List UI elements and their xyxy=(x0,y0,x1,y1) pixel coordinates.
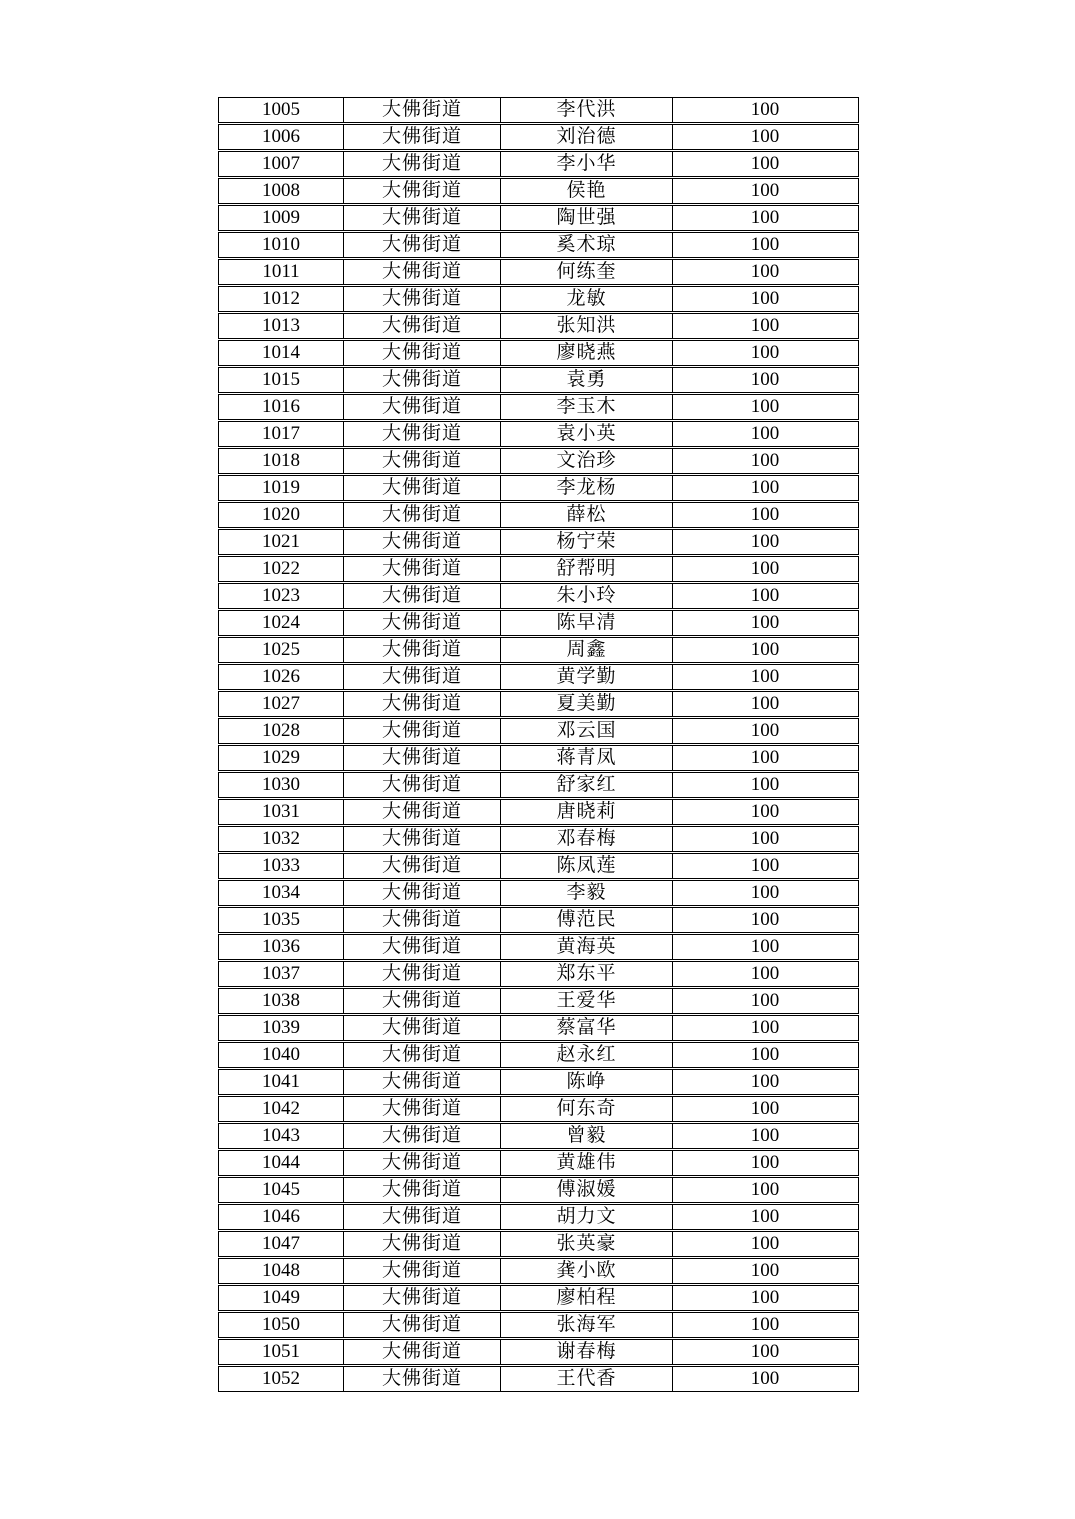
score-cell: 100 xyxy=(672,449,857,473)
id-cell: 1006 xyxy=(262,126,300,147)
score-cell: 100 xyxy=(672,368,857,392)
name-cell: 蒋青凤 xyxy=(500,746,672,770)
street-cell: 大佛街道 xyxy=(343,746,500,770)
data-table xyxy=(218,97,859,1393)
street-cell: 大佛街道 xyxy=(343,800,500,824)
name-cell: 舒帮明 xyxy=(500,557,672,581)
street-cell: 大佛街道 xyxy=(343,125,500,149)
street-cell: 大佛街道 xyxy=(343,341,500,365)
name-cell: 刘治德 xyxy=(500,125,672,149)
id-cell: 1052 xyxy=(262,1368,300,1389)
name-cell: 龚小欧 xyxy=(500,1259,672,1283)
id-cell: 1026 xyxy=(262,666,300,687)
id-cell: 1051 xyxy=(262,1341,300,1362)
id-cell: 1024 xyxy=(262,612,300,633)
score-cell: 100 xyxy=(672,341,857,365)
table-row xyxy=(218,664,859,690)
table-row xyxy=(218,529,859,555)
street-cell: 大佛街道 xyxy=(343,1124,500,1148)
table-row xyxy=(218,232,859,258)
name-cell: 王代香 xyxy=(500,1367,672,1391)
name-cell: 胡力文 xyxy=(500,1205,672,1229)
table-row xyxy=(218,259,859,285)
street-cell: 大佛街道 xyxy=(343,98,500,122)
street-cell: 大佛街道 xyxy=(343,503,500,527)
id-cell: 1046 xyxy=(262,1206,300,1227)
score-cell: 100 xyxy=(672,260,857,284)
id-cell: 1005 xyxy=(262,99,300,120)
table-row xyxy=(218,502,859,528)
street-cell: 大佛街道 xyxy=(343,611,500,635)
id-cell: 1048 xyxy=(262,1260,300,1281)
name-cell: 黄学勤 xyxy=(500,665,672,689)
id-cell: 1029 xyxy=(262,747,300,768)
id-cell: 1037 xyxy=(262,963,300,984)
name-cell: 曾毅 xyxy=(500,1124,672,1148)
street-cell: 大佛街道 xyxy=(343,152,500,176)
table-row xyxy=(218,1204,859,1230)
score-cell: 100 xyxy=(672,1124,857,1148)
score-cell: 100 xyxy=(672,800,857,824)
name-cell: 奚术琼 xyxy=(500,233,672,257)
score-cell: 100 xyxy=(672,1259,857,1283)
table-row xyxy=(218,1123,859,1149)
street-cell: 大佛街道 xyxy=(343,395,500,419)
name-cell: 陶世强 xyxy=(500,206,672,230)
score-cell: 100 xyxy=(672,287,857,311)
street-cell: 大佛街道 xyxy=(343,1205,500,1229)
score-cell: 100 xyxy=(672,1205,857,1229)
street-cell: 大佛街道 xyxy=(343,1259,500,1283)
table-row xyxy=(218,610,859,636)
name-cell: 李小华 xyxy=(500,152,672,176)
score-cell: 100 xyxy=(672,395,857,419)
street-cell: 大佛街道 xyxy=(343,368,500,392)
score-cell: 100 xyxy=(672,1286,857,1310)
table-row xyxy=(218,421,859,447)
id-cell: 1028 xyxy=(262,720,300,741)
name-cell: 朱小玲 xyxy=(500,584,672,608)
table-row xyxy=(218,151,859,177)
name-cell: 傅淑媛 xyxy=(500,1178,672,1202)
score-cell: 100 xyxy=(672,125,857,149)
table-row xyxy=(218,367,859,393)
id-cell: 1010 xyxy=(262,234,300,255)
street-cell: 大佛街道 xyxy=(343,1313,500,1337)
score-cell: 100 xyxy=(672,1097,857,1121)
name-cell: 蔡富华 xyxy=(500,1016,672,1040)
id-cell: 1041 xyxy=(262,1071,300,1092)
street-cell: 大佛街道 xyxy=(343,692,500,716)
table-row xyxy=(218,1042,859,1068)
table-row xyxy=(218,961,859,987)
table-row xyxy=(218,637,859,663)
name-cell: 王爱华 xyxy=(500,989,672,1013)
street-cell: 大佛街道 xyxy=(343,638,500,662)
street-cell: 大佛街道 xyxy=(343,287,500,311)
score-cell: 100 xyxy=(672,1232,857,1256)
score-cell: 100 xyxy=(672,557,857,581)
name-cell: 陈峥 xyxy=(500,1070,672,1094)
score-cell: 100 xyxy=(672,179,857,203)
score-cell: 100 xyxy=(672,1178,857,1202)
name-cell: 赵永红 xyxy=(500,1043,672,1067)
street-cell: 大佛街道 xyxy=(343,1151,500,1175)
name-cell: 郑东平 xyxy=(500,962,672,986)
name-cell: 陈早清 xyxy=(500,611,672,635)
id-cell: 1049 xyxy=(262,1287,300,1308)
id-cell: 1008 xyxy=(262,180,300,201)
id-cell: 1031 xyxy=(262,801,300,822)
score-cell: 100 xyxy=(672,476,857,500)
id-cell: 1045 xyxy=(262,1179,300,1200)
id-cell: 1033 xyxy=(262,855,300,876)
id-cell: 1038 xyxy=(262,990,300,1011)
street-cell: 大佛街道 xyxy=(343,962,500,986)
street-cell: 大佛街道 xyxy=(343,854,500,878)
name-cell: 陈凤莲 xyxy=(500,854,672,878)
score-cell: 100 xyxy=(672,233,857,257)
table-row xyxy=(218,799,859,825)
street-cell: 大佛街道 xyxy=(343,530,500,554)
id-cell: 1016 xyxy=(262,396,300,417)
table-row xyxy=(218,934,859,960)
name-cell: 舒家红 xyxy=(500,773,672,797)
table-row xyxy=(218,178,859,204)
table-row xyxy=(218,340,859,366)
id-cell: 1014 xyxy=(262,342,300,363)
name-cell: 邓春梅 xyxy=(500,827,672,851)
score-cell: 100 xyxy=(672,152,857,176)
street-cell: 大佛街道 xyxy=(343,1016,500,1040)
street-cell: 大佛街道 xyxy=(343,314,500,338)
street-cell: 大佛街道 xyxy=(343,557,500,581)
street-cell: 大佛街道 xyxy=(343,1043,500,1067)
id-cell: 1022 xyxy=(262,558,300,579)
score-cell: 100 xyxy=(672,98,857,122)
table-row xyxy=(218,394,859,420)
score-cell: 100 xyxy=(672,1016,857,1040)
table-row xyxy=(218,448,859,474)
id-cell: 1030 xyxy=(262,774,300,795)
name-cell: 李玉木 xyxy=(500,395,672,419)
street-cell: 大佛街道 xyxy=(343,1340,500,1364)
name-cell: 唐晓莉 xyxy=(500,800,672,824)
table-row xyxy=(218,1312,859,1338)
score-cell: 100 xyxy=(672,503,857,527)
id-cell: 1015 xyxy=(262,369,300,390)
id-cell: 1023 xyxy=(262,585,300,606)
id-cell: 1018 xyxy=(262,450,300,471)
table-row xyxy=(218,1339,859,1365)
name-cell: 文治珍 xyxy=(500,449,672,473)
score-cell: 100 xyxy=(672,773,857,797)
table-row xyxy=(218,1231,859,1257)
id-cell: 1036 xyxy=(262,936,300,957)
table-row xyxy=(218,475,859,501)
id-cell: 1021 xyxy=(262,531,300,552)
street-cell: 大佛街道 xyxy=(343,1070,500,1094)
table-row xyxy=(218,880,859,906)
table-row xyxy=(218,286,859,312)
street-cell: 大佛街道 xyxy=(343,1178,500,1202)
table-row xyxy=(218,1258,859,1284)
street-cell: 大佛街道 xyxy=(343,476,500,500)
street-cell: 大佛街道 xyxy=(343,1232,500,1256)
table-row xyxy=(218,1150,859,1176)
table-row xyxy=(218,718,859,744)
name-cell: 廖柏程 xyxy=(500,1286,672,1310)
table-row xyxy=(218,1285,859,1311)
score-cell: 100 xyxy=(672,1043,857,1067)
name-cell: 李代洪 xyxy=(500,98,672,122)
name-cell: 黄海英 xyxy=(500,935,672,959)
name-cell: 傅范民 xyxy=(500,908,672,932)
score-cell: 100 xyxy=(672,665,857,689)
name-cell: 李毅 xyxy=(500,881,672,905)
street-cell: 大佛街道 xyxy=(343,233,500,257)
name-cell: 黄雄伟 xyxy=(500,1151,672,1175)
score-cell: 100 xyxy=(672,935,857,959)
table-row xyxy=(218,1096,859,1122)
id-cell: 1009 xyxy=(262,207,300,228)
score-cell: 100 xyxy=(672,638,857,662)
score-cell: 100 xyxy=(672,206,857,230)
name-cell: 袁勇 xyxy=(500,368,672,392)
id-cell: 1011 xyxy=(262,261,300,282)
street-cell: 大佛街道 xyxy=(343,935,500,959)
score-cell: 100 xyxy=(672,530,857,554)
name-cell: 谢春梅 xyxy=(500,1340,672,1364)
name-cell: 袁小英 xyxy=(500,422,672,446)
score-cell: 100 xyxy=(672,611,857,635)
id-cell: 1035 xyxy=(262,909,300,930)
id-cell: 1047 xyxy=(262,1233,300,1254)
table-row xyxy=(218,1015,859,1041)
street-cell: 大佛街道 xyxy=(343,989,500,1013)
table-row xyxy=(218,313,859,339)
score-cell: 100 xyxy=(672,314,857,338)
score-cell: 100 xyxy=(672,908,857,932)
name-cell: 张知洪 xyxy=(500,314,672,338)
table-row xyxy=(218,97,859,123)
id-cell: 1025 xyxy=(262,639,300,660)
score-cell: 100 xyxy=(672,827,857,851)
name-cell: 杨宁荣 xyxy=(500,530,672,554)
id-cell: 1019 xyxy=(262,477,300,498)
id-cell: 1012 xyxy=(262,288,300,309)
score-cell: 100 xyxy=(672,584,857,608)
name-cell: 侯艳 xyxy=(500,179,672,203)
street-cell: 大佛街道 xyxy=(343,1097,500,1121)
name-cell: 何练奎 xyxy=(500,260,672,284)
score-cell: 100 xyxy=(672,422,857,446)
street-cell: 大佛街道 xyxy=(343,1286,500,1310)
street-cell: 大佛街道 xyxy=(343,179,500,203)
score-cell: 100 xyxy=(672,881,857,905)
id-cell: 1039 xyxy=(262,1017,300,1038)
id-cell: 1050 xyxy=(262,1314,300,1335)
name-cell: 张英豪 xyxy=(500,1232,672,1256)
street-cell: 大佛街道 xyxy=(343,827,500,851)
id-cell: 1027 xyxy=(262,693,300,714)
id-cell: 1034 xyxy=(262,882,300,903)
id-cell: 1043 xyxy=(262,1125,300,1146)
table-row xyxy=(218,1366,859,1392)
street-cell: 大佛街道 xyxy=(343,449,500,473)
table-row xyxy=(218,1177,859,1203)
table-row xyxy=(218,205,859,231)
id-cell: 1007 xyxy=(262,153,300,174)
table-row xyxy=(218,1069,859,1095)
name-cell: 龙敏 xyxy=(500,287,672,311)
name-cell: 邓云国 xyxy=(500,719,672,743)
street-cell: 大佛街道 xyxy=(343,719,500,743)
street-cell: 大佛街道 xyxy=(343,584,500,608)
table-row xyxy=(218,556,859,582)
name-cell: 夏美勤 xyxy=(500,692,672,716)
table-row xyxy=(218,907,859,933)
name-cell: 张海军 xyxy=(500,1313,672,1337)
score-cell: 100 xyxy=(672,854,857,878)
street-cell: 大佛街道 xyxy=(343,908,500,932)
street-cell: 大佛街道 xyxy=(343,422,500,446)
score-cell: 100 xyxy=(672,989,857,1013)
street-cell: 大佛街道 xyxy=(343,1367,500,1391)
street-cell: 大佛街道 xyxy=(343,665,500,689)
table-row xyxy=(218,772,859,798)
table-row xyxy=(218,745,859,771)
name-cell: 李龙杨 xyxy=(500,476,672,500)
street-cell: 大佛街道 xyxy=(343,206,500,230)
name-cell: 薛松 xyxy=(500,503,672,527)
name-cell: 何东奇 xyxy=(500,1097,672,1121)
id-cell: 1044 xyxy=(262,1152,300,1173)
table-row xyxy=(218,988,859,1014)
score-cell: 100 xyxy=(672,962,857,986)
id-cell: 1017 xyxy=(262,423,300,444)
score-cell: 100 xyxy=(672,719,857,743)
street-cell: 大佛街道 xyxy=(343,260,500,284)
table-row xyxy=(218,691,859,717)
id-cell: 1032 xyxy=(262,828,300,849)
score-cell: 100 xyxy=(672,692,857,716)
id-cell: 1020 xyxy=(262,504,300,525)
score-cell: 100 xyxy=(672,1151,857,1175)
table-row xyxy=(218,124,859,150)
score-cell: 100 xyxy=(672,1070,857,1094)
table-row xyxy=(218,853,859,879)
score-cell: 100 xyxy=(672,1340,857,1364)
score-cell: 100 xyxy=(672,746,857,770)
table-row xyxy=(218,583,859,609)
id-cell: 1040 xyxy=(262,1044,300,1065)
street-cell: 大佛街道 xyxy=(343,881,500,905)
id-cell: 1042 xyxy=(262,1098,300,1119)
score-cell: 100 xyxy=(672,1313,857,1337)
name-cell: 廖晓燕 xyxy=(500,341,672,365)
name-cell: 周鑫 xyxy=(500,638,672,662)
id-cell: 1013 xyxy=(262,315,300,336)
street-cell: 大佛街道 xyxy=(343,773,500,797)
score-cell: 100 xyxy=(672,1367,857,1391)
table-row xyxy=(218,826,859,852)
